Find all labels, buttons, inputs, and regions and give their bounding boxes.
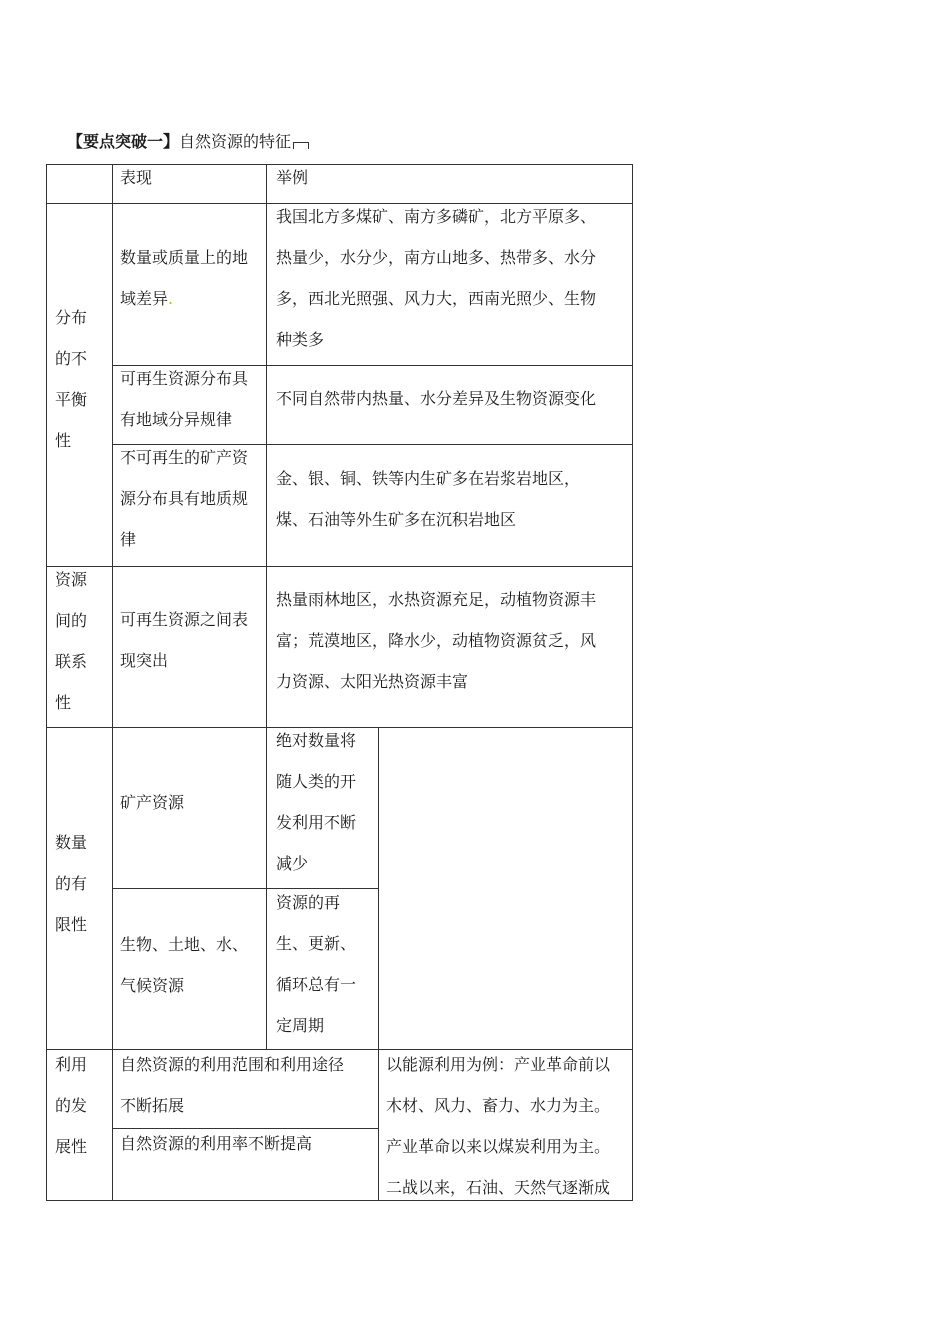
column-divider bbox=[266, 164, 267, 1050]
section-label-distribution: 分布 的不 平衡 性 bbox=[55, 308, 88, 450]
performance-cell: 可再生资源分布具 有地域分异规律 bbox=[120, 369, 249, 429]
performance-cell: 自然资源的利用率不断提高 bbox=[120, 1134, 313, 1153]
example-cell: 资源的再 生、更新、 循环总有一 定周期 bbox=[276, 893, 357, 1035]
example-cell: 绝对数量将 随人类的开 发利用不断 减少 bbox=[276, 731, 357, 873]
example-cell: 我国北方多煤矿、南方多磷矿，北方平原多、 热量少，水分少，南方山地多、热带多、水分 多，西北光照强、风力大，西南光照少、生物 种类多 bbox=[276, 207, 597, 349]
example-cell: 不同自然带内热量、水分差异及生物资源变化 bbox=[276, 389, 597, 408]
performance-cell: 自然资源的利用范围和利用途径 不断拓展 bbox=[120, 1055, 345, 1115]
dot-mark-icon: . bbox=[168, 289, 174, 308]
section-label-connection: 资源 间的 联系 性 bbox=[55, 570, 88, 712]
table-border-left bbox=[46, 164, 47, 1201]
column-divider bbox=[378, 727, 379, 1201]
table-border-right bbox=[632, 164, 633, 1201]
example-cell: 以能源利用为例：产业革命前以 木材、风力、畜力、水力为主。 产业革命以来以煤炭利用为主。 二战以来，石油、天然气逐渐成 bbox=[386, 1055, 611, 1197]
header-example: 举例 bbox=[276, 168, 309, 187]
section-divider bbox=[46, 566, 633, 567]
example-cell: 热量雨林地区，水热资源充足，动植物资源丰 富；荒漠地区，降水少，动植物资源贫乏，风 力资源、太阳光热资源丰富 bbox=[276, 590, 597, 691]
section-label-development: 利用 的发 展性 bbox=[55, 1055, 88, 1156]
performance-cell: 可再生资源之间表 现突出 bbox=[120, 610, 249, 670]
column-divider bbox=[112, 164, 113, 1201]
performance-cell: 数量或质量上的地 域差异. bbox=[120, 248, 249, 308]
performance-cell: 生物、土地、水、 气候资源 bbox=[120, 935, 249, 995]
performance-cell: 不可再生的矿产资 源分布具有地质规 律 bbox=[120, 448, 249, 549]
heading-label: 【要点突破一】 bbox=[67, 132, 180, 151]
section-label-limited: 数量 的有 限性 bbox=[55, 833, 88, 934]
heading-text: 自然资源的特征 bbox=[179, 132, 292, 151]
example-cell: 金、银、铜、铁等内生矿多在岩浆岩地区， 煤、石油等外生矿多在沉积岩地区 bbox=[276, 469, 581, 529]
performance-cell: 矿产资源 bbox=[120, 793, 185, 812]
header-performance: 表现 bbox=[120, 168, 153, 187]
